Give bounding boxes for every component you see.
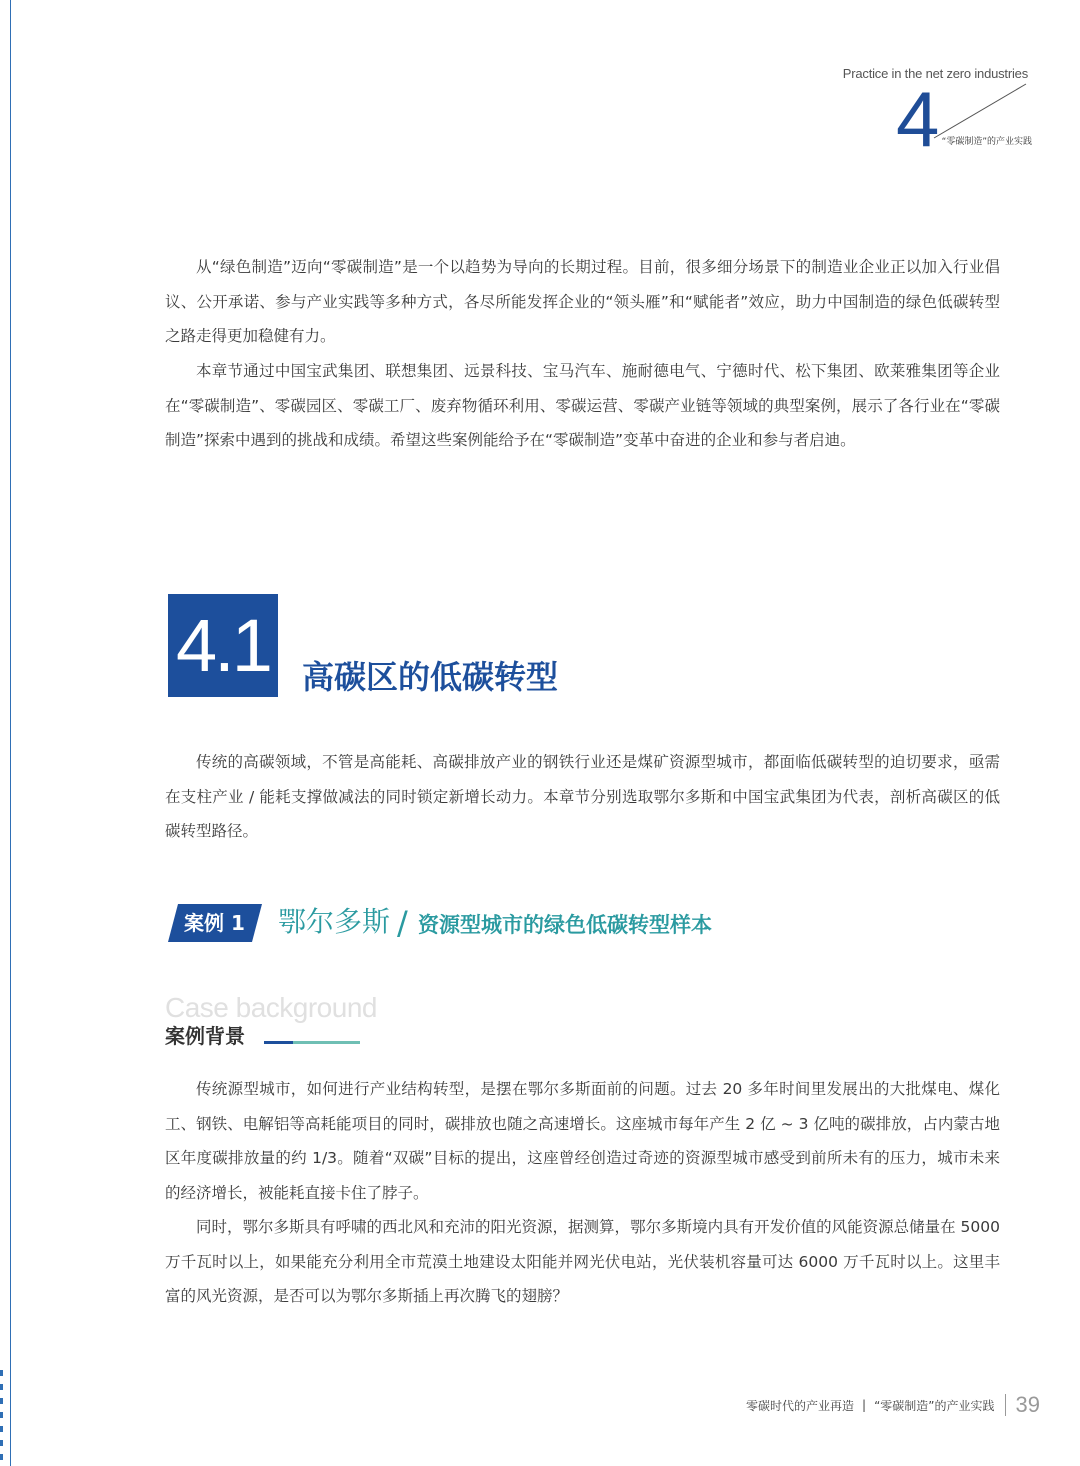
case-background-english: Case background <box>165 992 377 1023</box>
case-background-title: 案例背景 <box>165 1024 245 1048</box>
header-chinese-title: “零碳制造”的产业实践 <box>941 137 1032 147</box>
footer-left-text: 零碳时代的产业再造 <box>746 1398 855 1413</box>
header-slash-decoration <box>932 80 1032 140</box>
page-edge-dots <box>0 1370 3 1466</box>
intro-paragraph-2: 本章节通过中国宝武集团、联想集团、远景科技、宝马汽车、施耐德电气、宁德时代、松下集团、欧莱雅集团等企业在“零碳制造”、零碳园区、零碳工厂、废弃物循环利用、零碳运营、零碳产业链等领域的典型案例，展示了各行业在“零碳制造”探索中遇到的挑战和成绩。希望这些案例能给予在“零碳制造”变革中奋进的企业和参与者启迪。 <box>165 362 1000 449</box>
footer-divider <box>1005 1394 1006 1416</box>
case-subtitle: 资源型城市的绿色低碳转型样本 <box>418 913 712 937</box>
page-edge-line <box>10 0 11 1466</box>
page-number: 39 <box>1015 1392 1040 1417</box>
case-name: 鄂尔多斯 <box>278 905 391 938</box>
header-chapter-number: 4 <box>896 75 940 163</box>
case-tag-label: 案例 1 <box>184 911 245 935</box>
page-footer <box>746 1392 1040 1418</box>
section-number: 4.1 <box>176 604 270 687</box>
section-title: 高碳区的低碳转型 <box>302 658 559 696</box>
case-paragraph-1: 传统源型城市，如何进行产业结构转型，是摆在鄂尔多斯面前的问题。过去 20 多年时间里发展出的大批煤电、煤化工、钢铁、电解铝等高耗能项目的同时，碳排放也随之高速增长。这座城市每年产生 2 亿 ~ 3 亿吨的碳排放，占内蒙古地区年度碳排放量的约 1/3。随着“双碳”目标的提出，这座曾经创造过奇迹的资源型城市感受到前所未有的压力，城市未来的经济增长，被能耗直接卡住了脖子。 <box>165 1080 1000 1202</box>
footer-separator: | <box>862 1398 867 1412</box>
case-slash: / <box>397 904 408 942</box>
case-paragraph-2: 同时，鄂尔多斯具有呼啸的西北风和充沛的阳光资源，据测算，鄂尔多斯境内具有开发价值的风能资源总储量在 5000 万千瓦时以上，如果能充分利用全市荒漠土地建设太阳能并网光伏电站，光伏装机容量可达 6000 万千瓦时以上。这里丰富的风光资源，是否可以为鄂尔多斯插上再次腾飞的翅膀？ <box>165 1218 1000 1305</box>
intro-paragraph-1: 从“绿色制造”迈向“零碳制造”是一个以趋势为导向的长期过程。目前，很多细分场景下的制造业企业正以加入行业倡议、公开承诺、参与产业实践等多种方式，各尽所能发挥企业的“领头雁”和“赋能者”效应，助力中国制造的绿色低碳转型之路走得更加稳健有力。 <box>165 258 1000 345</box>
section-intro-paragraph: 传统的高碳领域，不管是高能耗、高碳排放产业的钢铁行业还是煤矿资源型城市，都面临低碳转型的迫切要求，亟需在支柱产业 / 能耗支撑做减法的同时锁定新增长动力。本章节分别选取鄂尔多斯和中国宝武集团为代表，剖析高碳区的低碳转型路径。 <box>165 753 1000 840</box>
case-background-underline <box>264 1041 360 1044</box>
footer-right-text: “零碳制造”的产业实践 <box>874 1398 995 1413</box>
header-english-title: Practice in the net zero industries <box>842 66 1028 81</box>
